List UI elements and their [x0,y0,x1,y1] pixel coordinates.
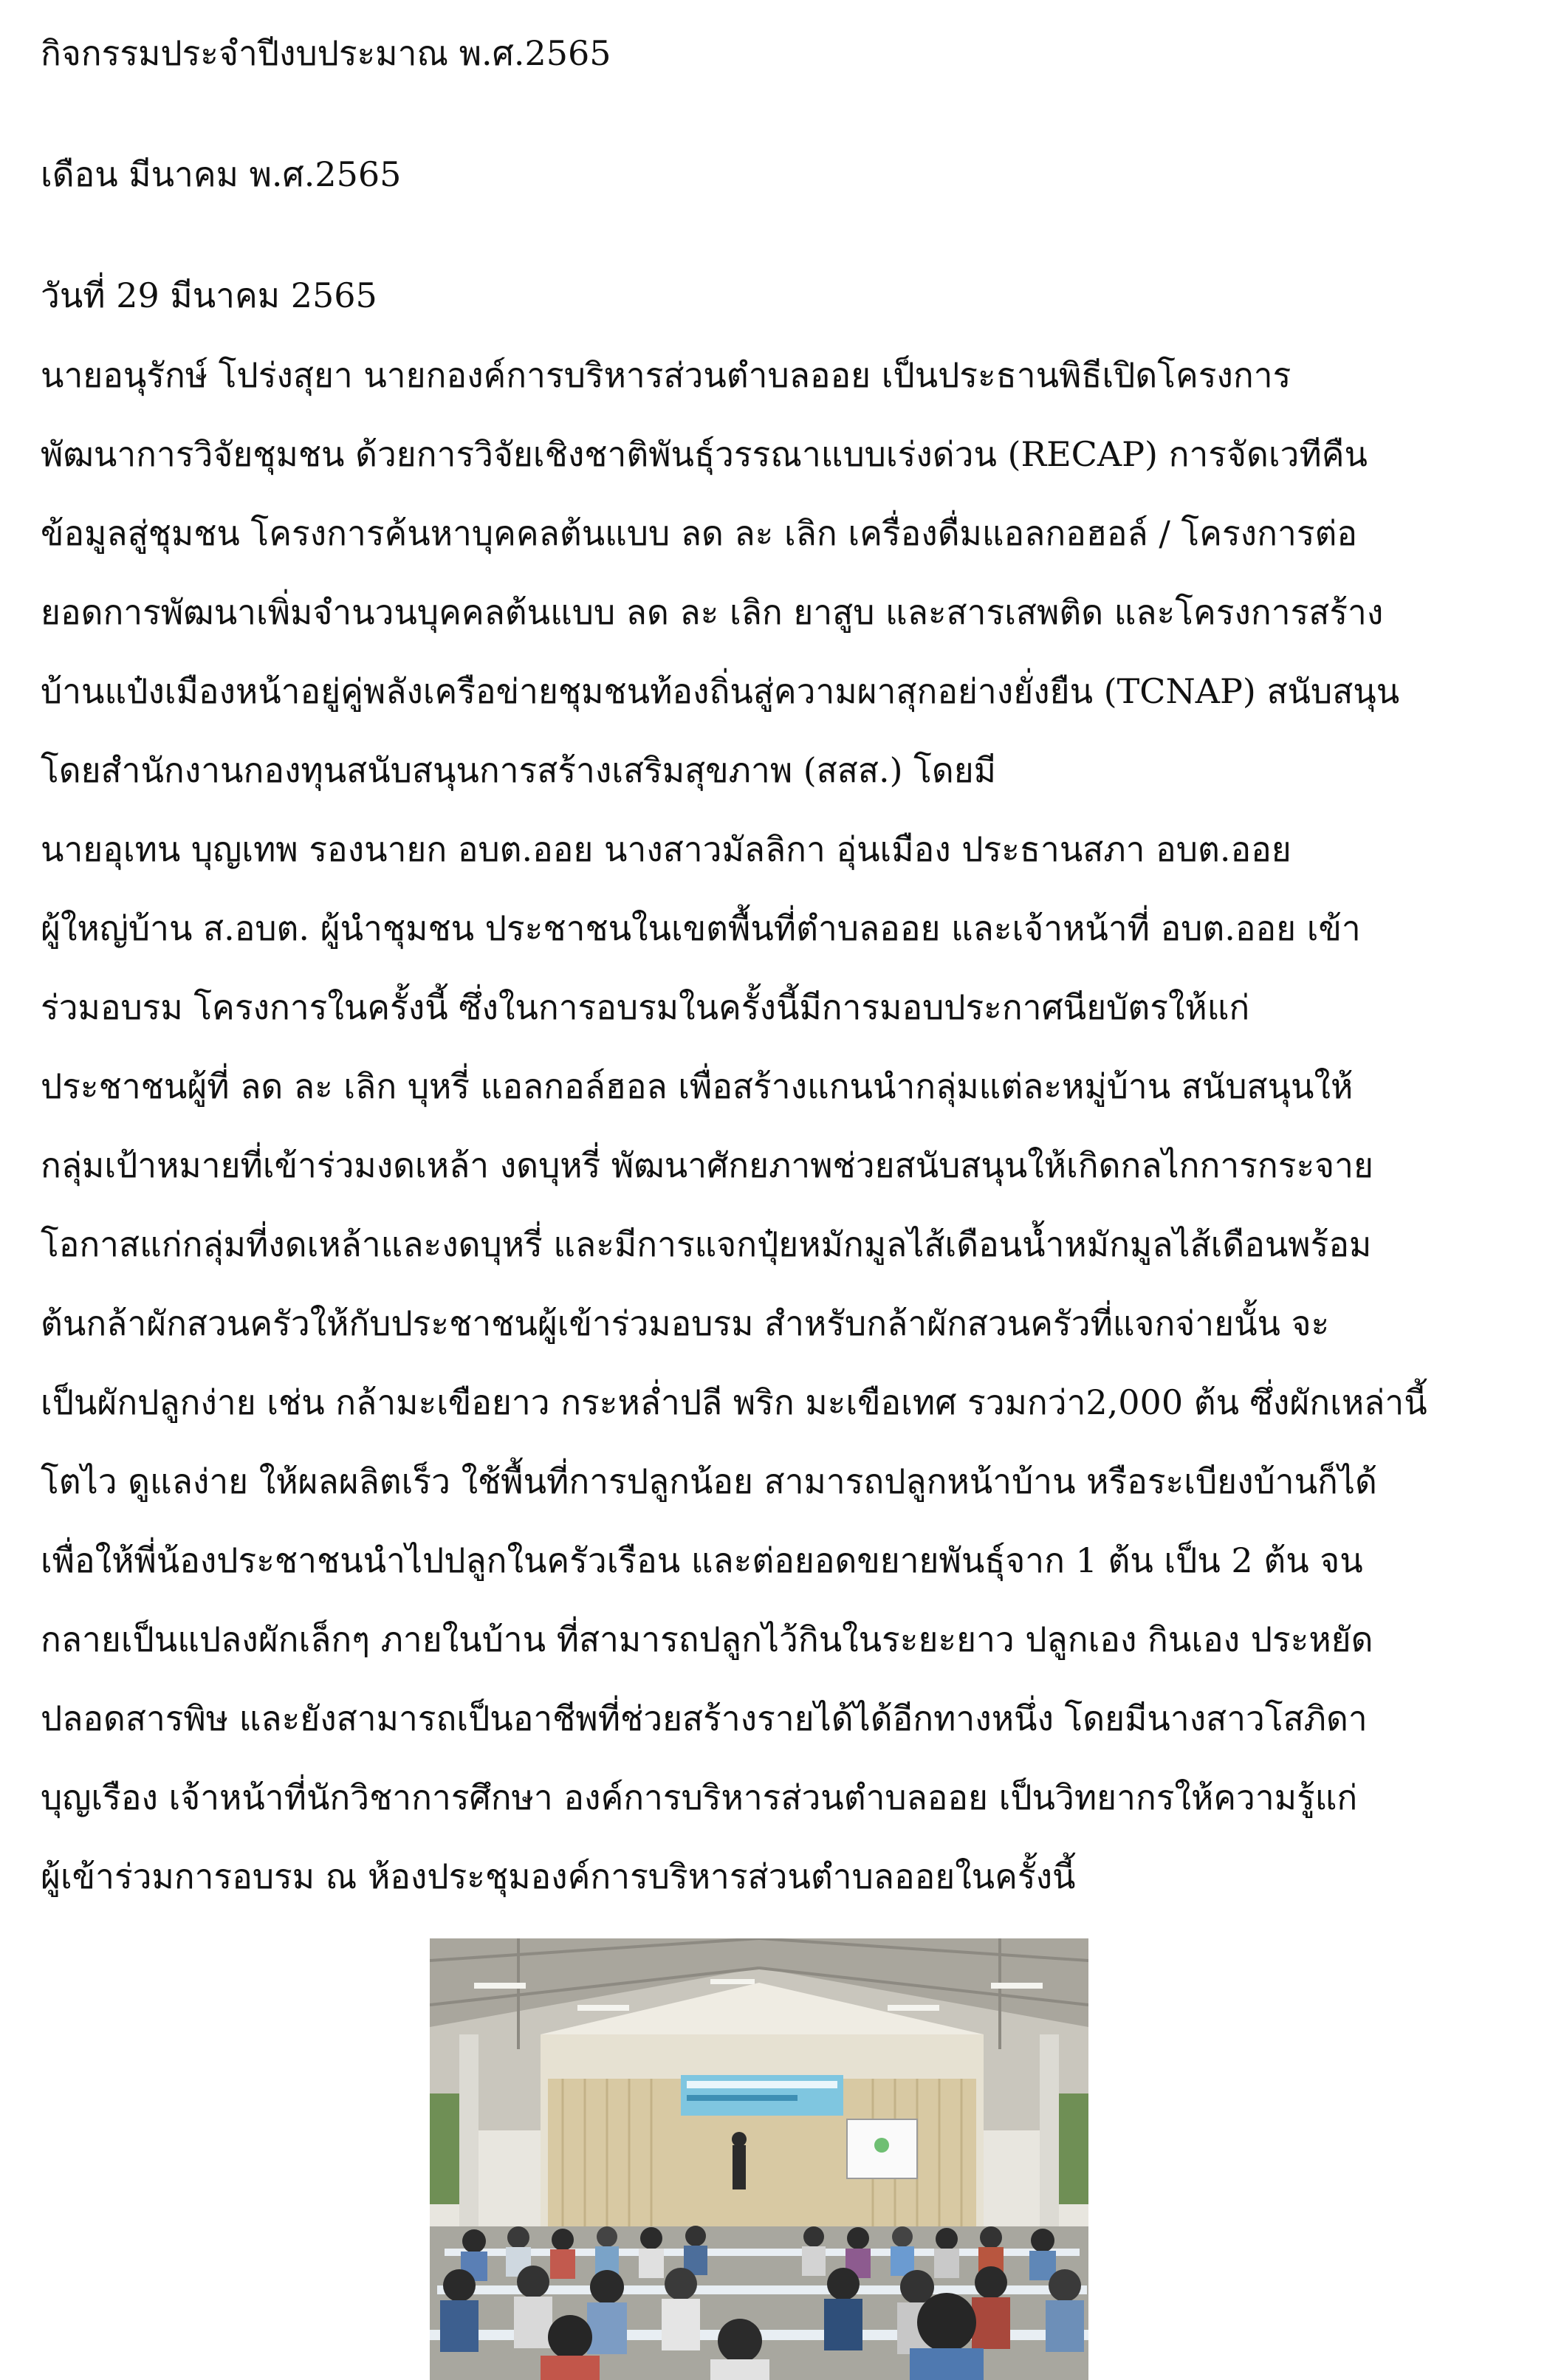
event-photo [430,1938,1088,2380]
body-line: ปลอดสารพิษ และยังสามารถเป็นอาชีพที่ช่วยสร้างรายได้ได้อีกทางหนึ่ง โดยมีนางสาวโสภิดา [41,1698,1368,1738]
activity-title: กิจกรรมประจำปีงบประมาณ พ.ศ.2565 [41,33,611,73]
body-line: ประชาชนผู้ที่ ลด ละ เลิก บุหรี่ แอลกอล์ฮอล เพื่อสร้างแกนนำกลุ่มแต่ละหมู่บ้าน สนับสนุนให้ [41,1066,1354,1106]
body-line: ต้นกล้าผักสวนครัวให้กับประชาชนผู้เข้าร่วมอบรม สำหรับกล้าผักสวนครัวที่แจกจ่ายนั้น จะ [41,1303,1330,1343]
body-line: ยอดการพัฒนาเพิ่มจำนวนบุคคลต้นแบบ ลด ละ เลิก ยาสูบ และสารเสพติด และโครงการสร้าง [41,592,1384,632]
body-line: กลุ่มเป้าหมายที่เข้าร่วมงดเหล้า งดบุหรี่ พัฒนาศักยภาพช่วยสนับสนุนให้เกิดกลไกการกระจาย [41,1145,1373,1185]
body-line: กลายเป็นแปลงผักเล็กๆ ภายในบ้าน ที่สามารถปลูกไว้กินในระยะยาว ปลูกเอง กินเอง ประหยัด [41,1619,1373,1659]
body-line: บ้านแป๋งเมืองหน้าอยู่คู่พลังเครือข่ายชุมชนท้องถิ่นสู่ความผาสุกอย่างยั่งยืน (TCNAP) สนับสนุน [41,671,1400,711]
date-line: วันที่ 29 มีนาคม 2565 [41,275,377,315]
body-line: โดยสำนักงานกองทุนสนับสนุนการสร้างเสริมสุขภาพ (สสส.) โดยมี [41,750,996,790]
month-line: เดือน มีนาคม พ.ศ.2565 [41,154,402,194]
body-line: ข้อมูลสู่ชุมชน โครงการค้นหาบุคคลต้นแบบ ลด ละ เลิก เครื่องดื่มแอลกอฮอล์ / โครงการต่อ [41,513,1357,553]
body-line: นายอุเทน บุญเทพ รองนายก อบต.ออย นางสาวมัลลิกา อุ่นเมือง ประธานสภา อบต.ออย [41,829,1292,869]
body-line: เพื่อให้พี่น้องประชาชนนำไปปลูกในครัวเรือน และต่อยอดขยายพันธุ์จาก 1 ต้น เป็น 2 ต้น จน [41,1540,1363,1580]
body-line: ร่วมอบรม โครงการในครั้งนี้ ซึ่งในการอบรมในครั้งนี้มีการมอบประกาศนียบัตรให้แก่ [41,987,1250,1027]
body-line: โอกาสแก่กลุ่มที่งดเหล้าและงดบุหรี่ และมีการแจกปุ๋ยหมักมูลไส้เดือนน้ำหมักมูลไส้เดือนพร้อม [41,1224,1372,1264]
body-line: เป็นผักปลูกง่าย เช่น กล้ามะเขือยาว กระหล่ำปลี พริก มะเขือเทศ รวมกว่า2,000 ต้น ซึ่งผักเหล่านี้ [41,1382,1427,1422]
body-line: พัฒนาการวิจัยชุมชน ด้วยการวิจัยเชิงชาติพันธุ์วรรณาแบบเร่งด่วน (RECAP) การจัดเวทีคืน [41,434,1368,474]
body-line: ผู้ใหญ่บ้าน ส.อบต. ผู้นำชุมชน ประชาชนในเขตพื้นที่ตำบลออย และเจ้าหน้าที่ อบต.ออย เข้า [41,908,1361,948]
event-photo-illustration [430,1938,1088,2380]
body-line: ผู้เข้าร่วมการอบรม ณ ห้องประชุมองค์การบริหารส่วนตำบลออยในครั้งนี้ [41,1856,1076,1896]
body-line: นายอนุรักษ์ โปร่งสุยา นายกองค์การบริหารส่วนตำบลออย เป็นประธานพิธีเปิดโครงการ [41,355,1292,395]
report-body [41,353,1517,1933]
body-line: โตไว ดูแลง่าย ให้ผลผลิตเร็ว ใช้พื้นที่การปลูกน้อย สามารถปลูกหน้าบ้าน หรือระเบียงบ้านก็ได้ [41,1461,1377,1501]
body-line: บุญเรือง เจ้าหน้าที่นักวิชาการศึกษา องค์การบริหารส่วนตำบลออย เป็นวิทยากรให้ความรู้แก่ [41,1777,1358,1817]
